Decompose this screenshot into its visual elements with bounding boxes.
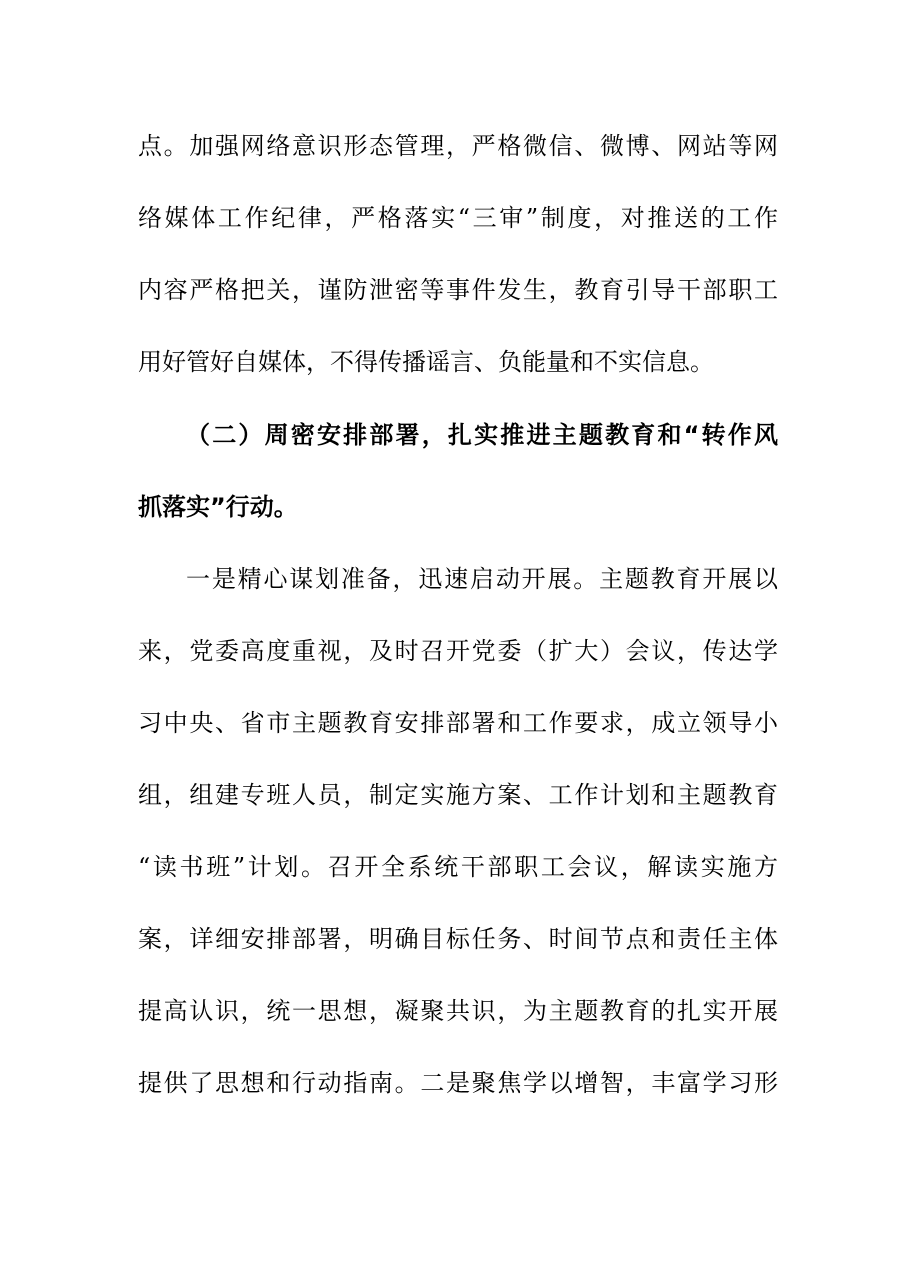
paragraph-line: 提供了思想和行动指南。二是聚焦学以增智，丰富学习形 <box>138 1069 778 1097</box>
section-heading <box>138 399 778 543</box>
paragraph-line: 用好管好自媒体，不得传播谣言、负能量和不实信息。 <box>138 348 714 376</box>
paragraph-line: 络媒体工作纪律，严格落实“三审”制度，对推送的工作 <box>138 204 778 232</box>
heading-line: 抓落实”行动。 <box>138 493 298 521</box>
paragraph-line: 组，组建专班人员，制定实施方案、工作计划和主题教育 <box>138 781 778 809</box>
heading-line: （二）周密安排部署，扎实推进主题教育和“转作风 <box>186 421 778 449</box>
paragraph-line: 案，详细安排部署，明确目标任务、时间节点和责任主体 <box>138 925 778 953</box>
paragraph-1 <box>138 110 778 398</box>
paragraph-line: 点。加强网络意识形态管理，严格微信、微博、网站等网 <box>138 132 778 160</box>
paragraph-line: 一是精心谋划准备，迅速启动开展。主题教育开展以 <box>186 565 778 593</box>
paragraph-line: 提高认识，统一思想，凝聚共识，为主题教育的扎实开展 <box>138 997 778 1025</box>
paragraph-line: “读书班”计划。召开全系统干部职工会议，解读实施方 <box>138 853 778 881</box>
paragraph-line: 内容严格把关，谨防泄密等事件发生，教育引导干部职工 <box>138 276 778 304</box>
paragraph-3 <box>138 543 778 1119</box>
paragraph-line: 习中央、省市主题教育安排部署和工作要求，成立领导小 <box>138 709 778 737</box>
paragraph-line: 来，党委高度重视，及时召开党委（扩大）会议，传达学 <box>138 637 778 665</box>
